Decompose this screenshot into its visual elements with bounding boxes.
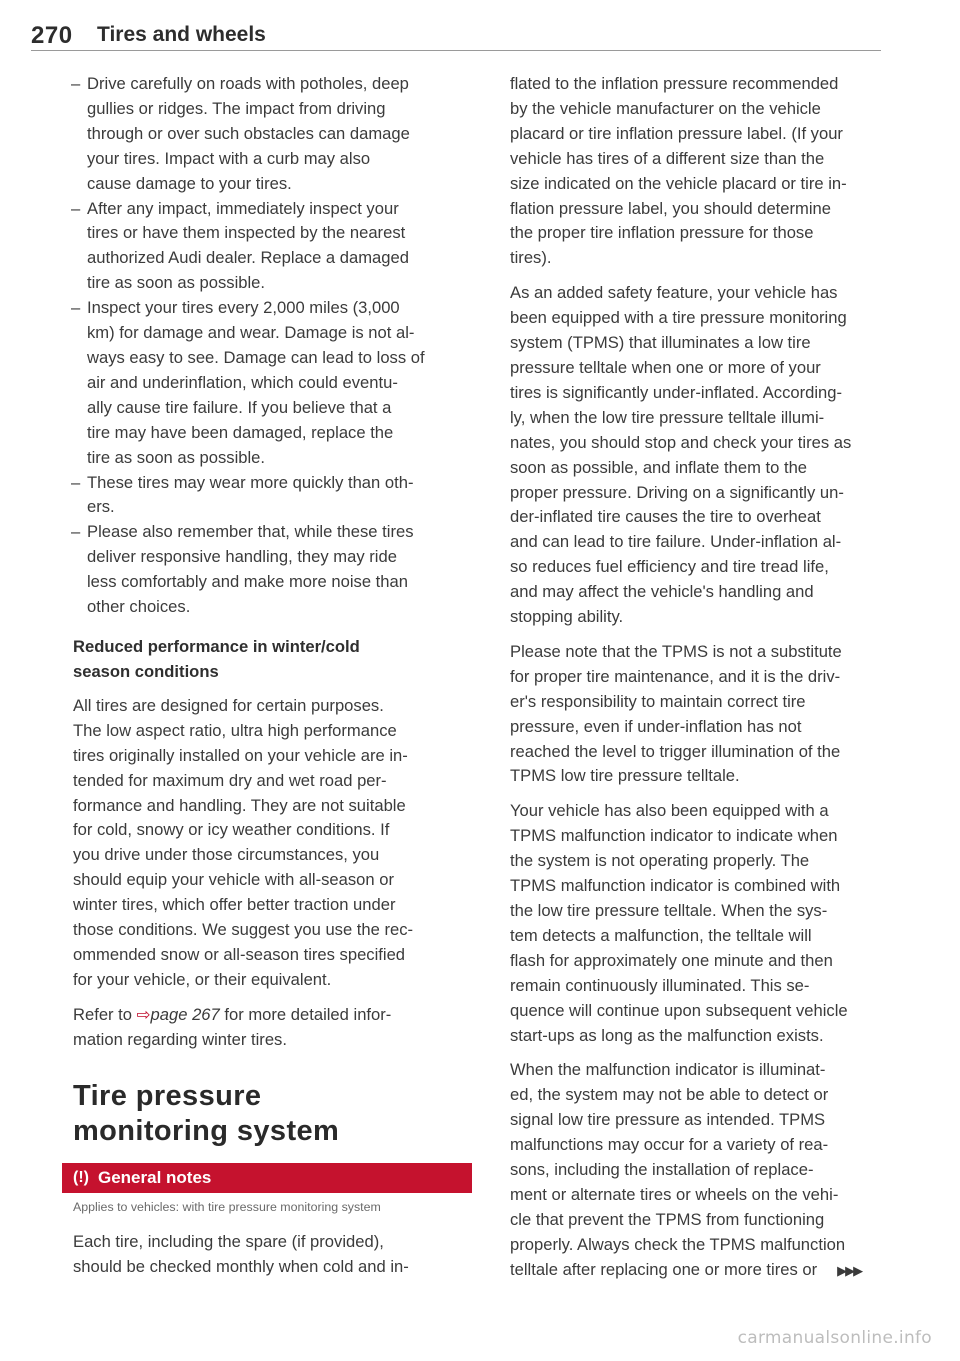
line: ally cause tire failure. If you believe that a	[87, 397, 392, 417]
line: flash for approximately one minute and then	[510, 950, 833, 970]
line: Each tire, including the spare (if provided),	[73, 1231, 384, 1251]
line-text: telltale after replacing one or more tires or	[510, 1259, 818, 1279]
line: proper pressure. Driving on a significantly un-	[510, 482, 844, 502]
line: the low tire pressure telltale. When the sys-	[510, 901, 828, 920]
line: ment or alternate tires or wheels on the vehi-	[510, 1184, 839, 1204]
list-item	[73, 520, 473, 620]
line: placard or tire inflation pressure label. (If your	[510, 123, 843, 143]
line: er's responsibility to maintain correct tire	[510, 691, 806, 711]
continue-arrow-icon: ▶▶▶	[837, 1262, 862, 1278]
line: should be checked monthly when cold and in-	[73, 1256, 409, 1276]
line: been equipped with a tire pressure monitoring	[510, 308, 847, 328]
line: quence will continue upon subsequent vehicle	[510, 1000, 848, 1020]
line: so reduces fuel efficiency and tire tread life,	[510, 557, 829, 577]
line: TPMS malfunction indicator is combined with	[510, 876, 841, 896]
line: reached the level to trigger illumination of the	[510, 741, 841, 761]
line: start-ups as long as the malfunction exists.	[510, 1025, 824, 1045]
line: Please note that the TPMS is not a substitute	[510, 641, 842, 661]
line: ommended snow or all-season tires specified	[73, 945, 406, 964]
bullet-dash: –	[71, 472, 81, 492]
spare-paragraph	[73, 1230, 473, 1280]
line: All tires are designed for certain purposes.	[73, 695, 384, 715]
line: by the vehicle manufacturer on the vehicle	[510, 98, 821, 118]
line: flated to the inflation pressure recommended	[510, 74, 839, 93]
winter-paragraph	[73, 694, 473, 993]
malfunction-indicator-paragraph	[510, 799, 895, 1048]
line: After any impact, immediately inspect your	[87, 198, 399, 218]
line: air and underinflation, which could eventu-	[87, 372, 398, 392]
line: These tires may wear more quickly than oth-	[87, 472, 414, 492]
line: sons, including the installation of replace-	[510, 1160, 814, 1180]
line: cause damage to your tires.	[87, 173, 292, 193]
site-watermark: carmanualsonline.info	[737, 1328, 932, 1348]
line: and can lead to tire failure. Under-inflation al-	[510, 532, 842, 552]
line: ed, the system may not be able to detect or	[510, 1085, 829, 1105]
line: When the malfunction indicator is illuminat-	[510, 1060, 826, 1080]
line: pressure, even if under-inflation has not	[510, 716, 802, 736]
line: nates, you should stop and check your tires as	[510, 432, 852, 452]
page-header	[31, 12, 881, 51]
line: tires originally installed on your vehicle are in-	[73, 745, 408, 765]
line: tended for maximum dry and wet road per-	[73, 770, 387, 790]
line: for your vehicle, or their equivalent.	[73, 969, 332, 989]
bullet-dash: –	[71, 74, 81, 93]
section-title-line: Tire pressure	[73, 1079, 262, 1112]
tire-care-list	[73, 72, 473, 620]
line: size indicated on the vehicle placard or tire in-	[510, 173, 847, 193]
line: Inspect your tires every 2,000 miles (3,000	[87, 298, 400, 318]
subheading-winter	[73, 634, 473, 684]
line: deliver responsive handling, they may ride	[87, 547, 397, 567]
line: der-inflated tire causes the tire to overheat	[510, 507, 821, 527]
line: km) for damage and wear. Damage is not al-	[87, 323, 415, 343]
maintenance-paragraph	[510, 640, 895, 789]
list-item	[73, 296, 473, 470]
line: ways easy to see. Damage can lead to loss of	[87, 347, 425, 367]
line: tires).	[510, 248, 552, 268]
line: less comfortably and make more noise than	[87, 572, 408, 592]
subheading-line: Reduced performance in winter/cold	[73, 636, 360, 656]
general-notes-bar	[62, 1163, 472, 1193]
line: vehicle has tires of a different size than the	[510, 148, 825, 168]
line: for cold, snowy or icy weather conditions. If	[73, 820, 390, 840]
line: the proper tire inflation pressure for those	[510, 223, 814, 243]
line: tires is significantly under-inflated. According-	[510, 382, 843, 402]
left-column	[73, 72, 473, 1289]
right-column	[510, 72, 895, 1294]
line: pressure telltale when one or more of your	[510, 357, 821, 377]
refer-prefix: Refer to	[73, 1004, 137, 1024]
line: tire may have been damaged, replace the	[87, 422, 394, 442]
safety-feature-paragraph	[510, 281, 895, 630]
line: remain continuously illuminated. This se-	[510, 975, 810, 995]
bullet-dash: –	[71, 198, 81, 218]
refer-paragraph	[73, 1003, 473, 1053]
line	[510, 1258, 895, 1284]
line: your tires. Impact with a curb may also	[87, 148, 371, 168]
line: Please also remember that, while these tires	[87, 522, 414, 542]
section-title-line: monitoring system	[73, 1114, 340, 1147]
page-reference-link[interactable]: page 267	[150, 1004, 220, 1024]
line: stopping ability.	[510, 607, 624, 627]
line: those conditions. We suggest you use the rec-	[73, 920, 414, 940]
inflation-paragraph	[510, 72, 895, 271]
line: you drive under those circumstances, you	[73, 845, 380, 865]
line: tem detects a malfunction, the telltale will	[510, 925, 812, 945]
list-item	[73, 471, 473, 521]
line: malfunctions may occur for a variety of rea-	[510, 1135, 829, 1155]
line: TPMS malfunction indicator to indicate when	[510, 826, 838, 846]
section-title	[73, 1079, 473, 1149]
bullet-dash: –	[71, 298, 81, 318]
subheading-line: season conditions	[73, 661, 219, 681]
list-item	[73, 197, 473, 297]
refer-suffix: for more detailed infor-	[219, 1004, 392, 1024]
line: mation regarding winter tires.	[73, 1029, 287, 1049]
line: through or over such obstacles can damage	[87, 123, 410, 143]
line: tire as soon as possible.	[87, 447, 266, 467]
line: and may affect the vehicle's handling and	[510, 582, 814, 602]
line: system (TPMS) that illuminates a low tire	[510, 333, 811, 353]
line: gullies or ridges. The impact from driving	[87, 98, 386, 118]
line: properly. Always check the TPMS malfunction	[510, 1234, 846, 1254]
line: authorized Audi dealer. Replace a damaged	[87, 248, 409, 268]
line: the system is not operating properly. The	[510, 851, 810, 871]
cross-reference-arrow-icon: ⇨	[136, 1004, 151, 1024]
line: soon as possible, and inflate them to the	[510, 457, 808, 477]
line: for proper tire maintenance, and it is the driv-	[510, 666, 841, 686]
general-notes-label: General notes	[98, 1167, 212, 1187]
line: other choices.	[87, 597, 191, 617]
line: signal low tire pressure as intended. TPMS	[510, 1110, 826, 1130]
line	[73, 1003, 473, 1028]
page-number: 270	[31, 22, 73, 49]
malfunction-illuminated-paragraph	[510, 1058, 895, 1283]
line: The low aspect ratio, ultra high performance	[73, 720, 397, 740]
line: cle that prevent the TPMS from functioning	[510, 1209, 825, 1229]
line: tire as soon as possible.	[87, 273, 266, 293]
chapter-title: Tires and wheels	[97, 23, 266, 46]
line: ers.	[87, 497, 115, 517]
line: Drive carefully on roads with potholes, deep	[87, 74, 409, 93]
line: tires or have them inspected by the nearest	[87, 223, 406, 243]
line: TPMS low tire pressure telltale.	[510, 766, 740, 786]
line: As an added safety feature, your vehicle has	[510, 283, 838, 303]
bullet-dash: –	[71, 522, 81, 542]
applies-to-note: Applies to vehicles: with tire pressure monitoring system	[73, 1199, 381, 1214]
line: winter tires, which offer better traction under	[73, 895, 396, 915]
line: formance and handling. They are not suitable	[73, 795, 406, 815]
list-item	[73, 72, 473, 197]
warning-circle-icon: (!)	[73, 1168, 89, 1186]
line: ly, when the low tire pressure telltale illumi-	[510, 407, 825, 427]
line: flation pressure label, you should determine	[510, 198, 832, 218]
line: Your vehicle has also been equipped with a	[510, 801, 829, 821]
line: should equip your vehicle with all-season or	[73, 870, 394, 890]
